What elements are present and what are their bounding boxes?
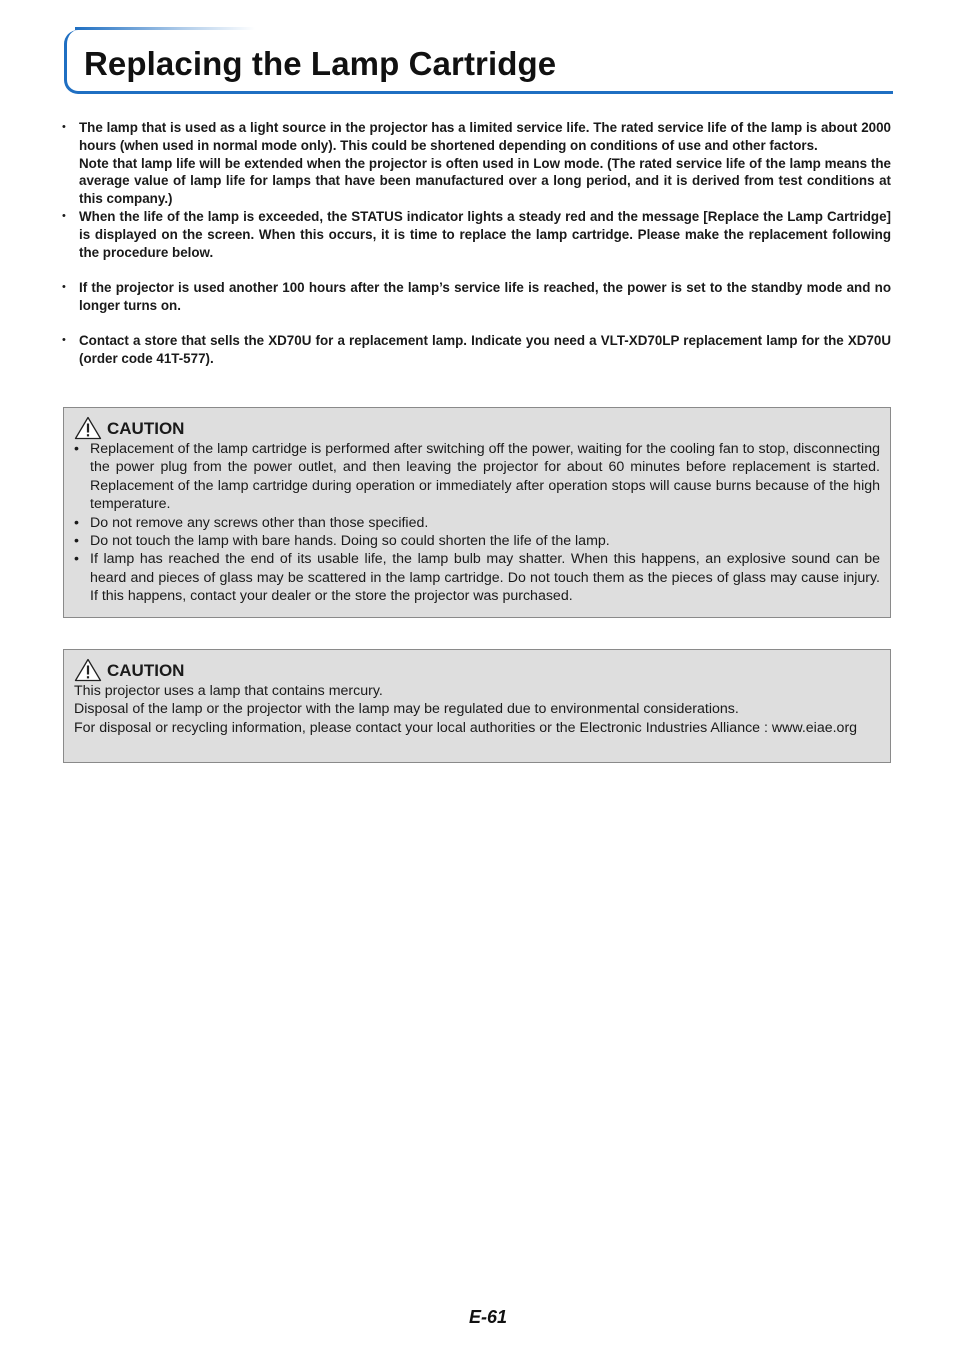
list-item-text: Replacement of the lamp cartridge is performed after switching off the power, waiting for the cooling fan to stop, disconnecting the power plug from the power outlet, and then leaving the projector for about 60 minutes before replacement is started. Replacement of the lamp cartridge during operation or immediately after operation stops will cause burns because of the high temperature. xyxy=(90,441,880,513)
list-item xyxy=(60,208,891,261)
list-item-text: Note that lamp life will be extended when the projector is often used in Low mode. (The rated service life of the lamp means the average value of lamp life for lamps that have been manufactured over a long period, and it is derived from test conditions at this company.) xyxy=(79,155,891,207)
list-item xyxy=(74,550,880,605)
list-item-text: The lamp that is used as a light source in the projector has a limited service life. The rated service life of the lamp is about 2000 hours (when used in normal mode only). This could be shortened depending on conditions of use and other factors. xyxy=(79,120,891,153)
list-item xyxy=(74,514,880,532)
bullet-dot: • xyxy=(62,334,66,347)
list-item-text: If the projector is used another 100 hours after the lamp’s service life is reached, the power is set to the standby mode and no longer turns on. xyxy=(79,279,891,313)
list-item-text: Do not remove any screws other than those specified. xyxy=(90,514,429,531)
list-item xyxy=(74,532,880,550)
warning-triangle-icon xyxy=(74,658,102,682)
page-title: Replacing the Lamp Cartridge xyxy=(84,45,557,82)
list-item-text: When the life of the lamp is exceeded, the STATUS indicator lights a steady red and the message [Replace the Lamp Cartridge] is displayed on the screen. When this occurs, it is time to replace the lamp cartridge. Please make the replacement following the procedure below. xyxy=(79,208,891,260)
intro-bullet-list xyxy=(60,119,891,368)
list-item xyxy=(60,332,891,368)
caution-header xyxy=(74,659,880,681)
bullet-dot: • xyxy=(74,533,79,550)
caution-text: Disposal of the lamp or the projector with the lamp may be regulated due to environmental considerations. xyxy=(74,701,739,718)
caution-list xyxy=(74,440,880,606)
caution-label: CAUTION xyxy=(107,661,185,680)
bullet-dot: • xyxy=(62,280,66,293)
list-item xyxy=(74,440,880,514)
bullet-dot: • xyxy=(62,209,66,222)
caution-label: CAUTION xyxy=(107,419,185,438)
bullet-dot: • xyxy=(74,441,79,457)
title-accent-line xyxy=(75,27,255,30)
page-number: E-61 xyxy=(468,1307,508,1327)
caution-header xyxy=(74,417,880,439)
list-item xyxy=(60,119,891,208)
list-item xyxy=(60,279,891,315)
caution-box-mercury xyxy=(63,649,891,763)
caution-text: This projector uses a lamp that contains mercury. xyxy=(74,683,383,699)
list-item-text: Contact a store that sells the XD70U for a replacement lamp. Indicate you need a VLT-XD70LP replacement lamp for the XD70U (order code 41T-577). xyxy=(79,333,891,366)
list-item-text: If lamp has reached the end of its usable life, the lamp bulb may shatter. When this happens, an explosive sound can be heard and pieces of glass may be scattered in the lamp cartridge. Do not touch them as the pieces of glass may cause injury. If this happens, contact your dealer or the store the projector was purchased. xyxy=(90,551,880,605)
caution-box-lamp-handling xyxy=(63,407,891,618)
bullet-dot: • xyxy=(74,551,79,568)
caution-text: For disposal or recycling information, please contact your local authorities or the Electronic Industries Alliance : www.eiae.org xyxy=(74,719,858,736)
warning-triangle-icon xyxy=(74,416,102,440)
bullet-dot: • xyxy=(74,514,79,531)
bullet-dot: • xyxy=(62,121,66,133)
list-item-text: Do not touch the lamp with bare hands. Doing so could shorten the life of the lamp. xyxy=(90,533,610,550)
